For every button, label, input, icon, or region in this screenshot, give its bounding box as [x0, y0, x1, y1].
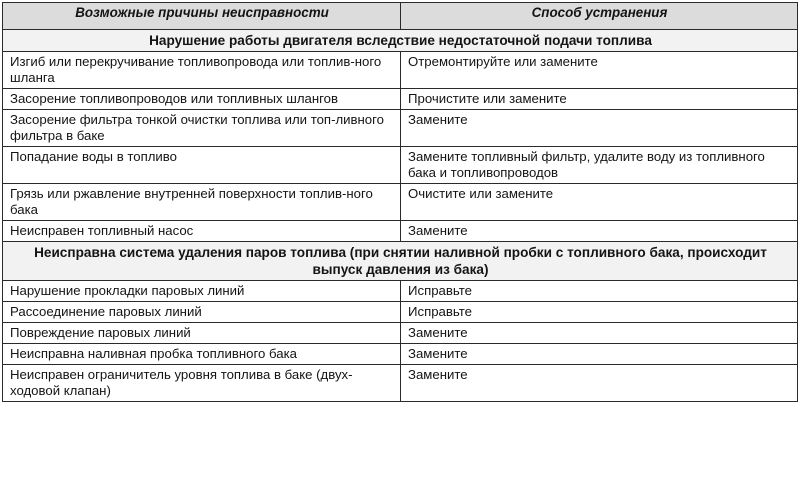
- remedy-cell: Отремонтируйте или замените: [401, 52, 798, 89]
- cause-cell: Рассоединение паровых линий: [3, 302, 401, 323]
- remedy-cell: Замените: [401, 110, 798, 147]
- remedy-cell: Замените топливный фильтр, удалите воду из топливного бака и топливопроводов: [401, 147, 798, 184]
- remedy-cell: Замените: [401, 221, 798, 242]
- cause-cell: Неисправен топливный насос: [3, 221, 401, 242]
- table-row: [3, 221, 798, 242]
- section-title: Нарушение работы двигателя вследствие недостаточной подачи топлива: [3, 30, 798, 52]
- cause-cell: Нарушение прокладки паровых линий: [3, 281, 401, 302]
- remedy-cell: Очистите или замените: [401, 184, 798, 221]
- remedy-cell: Замените: [401, 344, 798, 365]
- table-row: [3, 52, 798, 89]
- table-row: [3, 344, 798, 365]
- table-row: [3, 323, 798, 344]
- cause-cell: Неисправна наливная пробка топливного бака: [3, 344, 401, 365]
- cause-cell: Грязь или ржавление внутренней поверхности топлив-ного бака: [3, 184, 401, 221]
- header-cause: Возможные причины неисправности: [3, 3, 401, 30]
- remedy-cell: Исправьте: [401, 302, 798, 323]
- table-row: [3, 89, 798, 110]
- table-row: [3, 147, 798, 184]
- table-row: [3, 365, 798, 402]
- header-row: [3, 3, 798, 30]
- header-remedy: Способ устранения: [401, 3, 798, 30]
- cause-cell: Неисправен ограничитель уровня топлива в баке (двух-ходовой клапан): [3, 365, 401, 402]
- fault-table: [2, 2, 798, 402]
- cause-cell: Засорение фильтра тонкой очистки топлива или топ-ливного фильтра в баке: [3, 110, 401, 147]
- table-row: [3, 184, 798, 221]
- cause-cell: Попадание воды в топливо: [3, 147, 401, 184]
- section-row: [3, 30, 798, 52]
- remedy-cell: Замените: [401, 323, 798, 344]
- section-title: Неисправна система удаления паров топлива (при снятии наливной пробки с топливного бака, происходит выпуск давления из бака): [3, 242, 798, 281]
- remedy-cell: Замените: [401, 365, 798, 402]
- cause-cell: Изгиб или перекручивание топливопровода или топлив-ного шланга: [3, 52, 401, 89]
- cause-cell: Повреждение паровых линий: [3, 323, 401, 344]
- cause-cell: Засорение топливопроводов или топливных шлангов: [3, 89, 401, 110]
- table-row: [3, 281, 798, 302]
- remedy-cell: Исправьте: [401, 281, 798, 302]
- table-row: [3, 110, 798, 147]
- table-row: [3, 302, 798, 323]
- remedy-cell: Прочистите или замените: [401, 89, 798, 110]
- section-row: [3, 242, 798, 281]
